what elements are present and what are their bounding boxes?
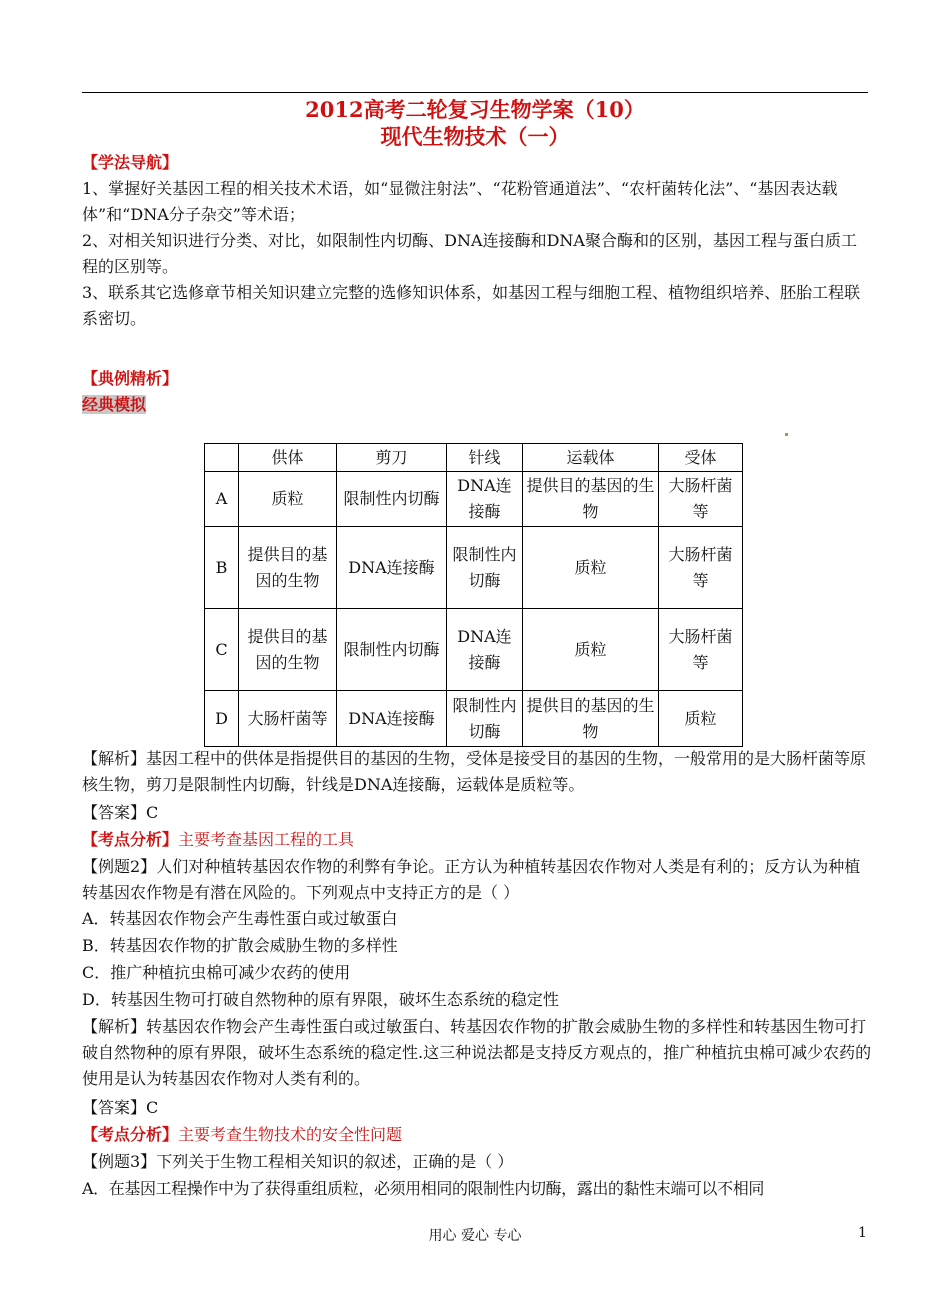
q1-point xyxy=(82,827,872,853)
q2-option-c: C．推广种植抗虫棉可减少农药的使用 xyxy=(82,963,351,982)
doc-subtitle: 现代生物技术（一） xyxy=(380,124,570,149)
table-cell: 质粒 xyxy=(523,527,659,609)
table-row xyxy=(205,527,743,609)
table-cell: 大肠杆菌等 xyxy=(239,691,337,747)
q2-stem-text: 人们对种植转基因农作物的利弊有争论。正方认为种植转基因农作物对人类是有利的；反方认为种植转基因农作物是有潜在风险的。下列观点中支持正方的是（ ） xyxy=(82,857,861,902)
q1-point-text: 主要考查基因工程的工具 xyxy=(178,830,355,849)
guide-item-1: 1、掌握好关基因工程的相关技术术语，如“显微注射法”、“花粉管通道法”、“农杆菌转化法”、“基因表达载体”和“DNA分子杂交”等术语； xyxy=(82,179,838,224)
table-cell: 限制性内切酶 xyxy=(447,691,523,747)
q2-stem xyxy=(82,854,872,906)
table-cell: 提供目的基因的生物 xyxy=(239,527,337,609)
q2-point-text: 主要考查生物技术的安全性问题 xyxy=(178,1125,403,1144)
table-header-row xyxy=(205,444,743,472)
table-cell: 质粒 xyxy=(239,472,337,527)
q1-answer xyxy=(82,800,872,826)
table-cell: DNA连接酶 xyxy=(337,691,447,747)
q2-answer xyxy=(82,1095,872,1121)
green-dot xyxy=(785,433,788,436)
table-cell: D xyxy=(205,691,239,747)
table-cell: DNA连接酶 xyxy=(337,527,447,609)
q3-stem-text: 下列关于生物工程相关知识的叙述，正确的是（ ） xyxy=(156,1152,514,1171)
guide-item-3: 3、联系其它选修章节相关知识建立完整的选修知识体系，如基因工程与细胞工程、植物组织培养、胚胎工程联系密切。 xyxy=(82,283,861,328)
q2-analysis xyxy=(82,1014,872,1092)
table-header-cell: 受体 xyxy=(659,444,743,472)
table-cell: 限制性内切酶 xyxy=(337,472,447,527)
examples-subheading xyxy=(82,392,872,418)
table-cell: 限制性内切酶 xyxy=(447,527,523,609)
table-row xyxy=(205,691,743,747)
q1-point-label: 【考点分析】 xyxy=(82,830,179,849)
examples-heading: 【典例精析】 xyxy=(82,369,179,388)
table-header-cell: 供体 xyxy=(239,444,337,472)
table-cell: 提供目的基因的生物 xyxy=(523,472,659,527)
table-cell: 大肠杆菌等 xyxy=(659,527,743,609)
q2-analysis-label: 【解析】 xyxy=(82,1017,147,1036)
table-cell: 质粒 xyxy=(523,609,659,691)
table-header-cell: 运载体 xyxy=(523,444,659,472)
examples-subheading-text: 经典模拟 xyxy=(82,395,147,414)
q3-stem xyxy=(82,1149,872,1175)
q2-answer-label: 【答案】 xyxy=(82,1098,147,1117)
table-cell: 大肠杆菌等 xyxy=(659,472,743,527)
table-cell: 提供目的基因的生物 xyxy=(239,609,337,691)
table-header-cell xyxy=(205,444,239,472)
q1-analysis-label: 【解析】 xyxy=(82,749,147,768)
q1-answer-label: 【答案】 xyxy=(82,803,147,822)
q2-point xyxy=(82,1122,872,1148)
q2-option-b: B．转基因农作物的扩散会威胁生物的多样性 xyxy=(82,936,398,955)
q2-option-a: A．转基因农作物会产生毒性蛋白或过敏蛋白 xyxy=(82,909,398,928)
table-cell: 限制性内切酶 xyxy=(337,609,447,691)
q1-analysis xyxy=(82,746,872,798)
guide-item-2: 2、对相关知识进行分类、对比，如限制性内切酶、DNA连接酶和DNA聚合酶和的区别，基因工程与蛋白质工程的区别等。 xyxy=(82,231,857,276)
q1-analysis-text: 基因工程中的供体是指提供目的基因的生物，受体是接受目的基因的生物，一般常用的是大肠杆菌等原核生物，剪刀是限制性内切酶，针线是DNA连接酶，运载体是质粒等。 xyxy=(82,749,867,794)
table-cell: A xyxy=(205,472,239,527)
top-rule xyxy=(82,92,868,93)
table-header-cell: 针线 xyxy=(447,444,523,472)
table-cell: 大肠杆菌等 xyxy=(659,609,743,691)
table-cell: C xyxy=(205,609,239,691)
table-cell: 提供目的基因的生物 xyxy=(523,691,659,747)
q2-analysis-text: 转基因农作物会产生毒性蛋白或过敏蛋白、转基因农作物的扩散会威胁生物的多样性和转基因生物可打破自然物种的原有界限，破坏生态系统的稳定性.这三种说法都是支持反方观点的，推广种植抗虫棉可减少农药的使用是认为转基因农作物对人类有利的。 xyxy=(82,1017,872,1088)
doc-title: 2012高考二轮复习生物学案（10） xyxy=(305,97,645,122)
q2-answer-value: C xyxy=(146,1098,159,1117)
table-cell: DNA连接酶 xyxy=(447,472,523,527)
table-row xyxy=(205,472,743,527)
table-header-cell: 剪刀 xyxy=(337,444,447,472)
table-cell: DNA连接酶 xyxy=(447,609,523,691)
table-cell: B xyxy=(205,527,239,609)
q3-label: 【例题3】 xyxy=(82,1152,157,1171)
table-row xyxy=(205,609,743,691)
comparison-table xyxy=(204,443,743,747)
q2-point-label: 【考点分析】 xyxy=(82,1125,179,1144)
page-footer: 用心 爱心 专心 xyxy=(428,1228,522,1244)
table-cell: 质粒 xyxy=(659,691,743,747)
guide-heading: 【学法导航】 xyxy=(82,153,179,172)
q3-option-a: A．在基因工程操作中为了获得重组质粒，必须用相同的限制性内切酶，露出的黏性末端可以不相同 xyxy=(82,1179,764,1198)
page-number: 1 xyxy=(858,1225,867,1241)
q1-answer-value: C xyxy=(146,803,159,822)
q2-option-d: D．转基因生物可打破自然物种的原有界限，破坏生态系统的稳定性 xyxy=(82,990,559,1009)
q2-label: 【例题2】 xyxy=(82,857,157,876)
